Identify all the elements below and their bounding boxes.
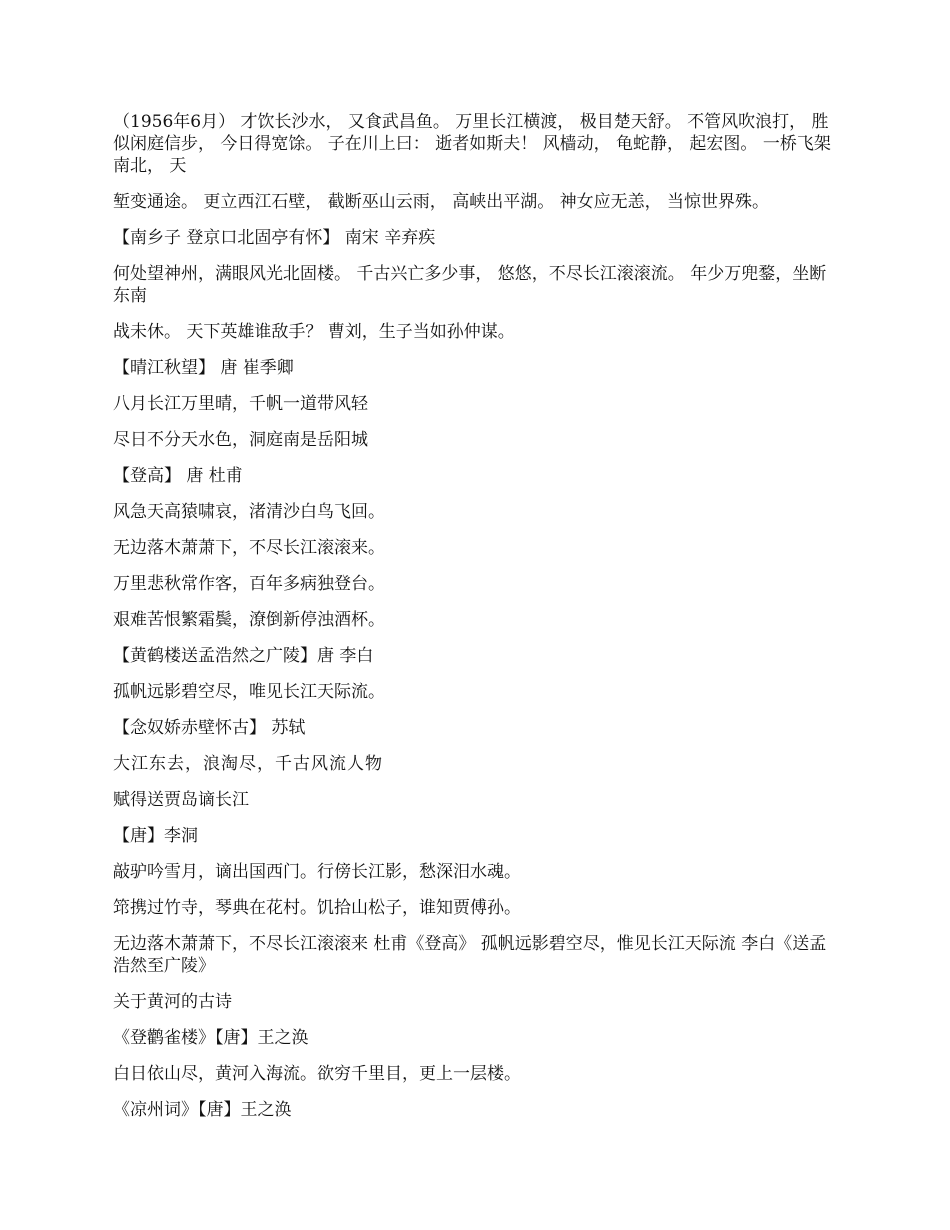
paragraph-poem-text: 堑变通途。 更立西江石壁， 截断巫山云雨， 高峡出平湖。 神女应无恙， 当惊世界殊。	[113, 192, 770, 212]
poem-heading: 【黄鹤楼送孟浩然之广陵】唐 李白	[113, 646, 374, 666]
document-page	[113, 111, 835, 1135]
poem-line: 筇携过竹寺，琴典在花村。饥拾山松子，谁知贾傅孙。	[113, 898, 521, 918]
poem-line: 大江东去，浪淘尽，千古风流人物	[113, 754, 383, 774]
paragraph-poem-text: （1956年6月） 才饮长沙水， 又食武昌鱼。 万里长江横渡， 极目楚天舒。 不管风吹浪打， 胜似闲庭信步， 今日得宽馀。 子在川上曰： 逝者如斯夫！ 风樯动， 龟蛇静， 起宏图。 一桥飞架南北， 天	[113, 112, 831, 176]
poem-line: 敲驴吟雪月，谪出国西门。行傍长江影，愁深汨水魂。	[113, 862, 521, 882]
paragraph-poem-text: 何处望神州，满眼风光北固楼。 千古兴亡多少事， 悠悠，不尽长江滚滚流。 年少万兜鍪，坐断东南	[113, 264, 827, 306]
poem-author: 【唐】李洞	[113, 826, 198, 846]
section-heading: 关于黄河的古诗	[113, 992, 232, 1012]
poem-line: 八月长江万里晴，千帆一道带风轻	[113, 394, 368, 414]
poem-line: 无边落木萧萧下，不尽长江滚滚来。	[113, 538, 385, 558]
poem-heading: 赋得送贾岛谪长江	[113, 790, 249, 810]
paragraph-poem-text: 无边落木萧萧下，不尽长江滚滚来 杜甫《登高》 孤帆远影碧空尽，惟见长江天际流 李白《送孟浩然至广陵》	[113, 934, 827, 976]
paragraph-poem-text: 战未休。 天下英雄谁敌手？ 曹刘，生子当如孙仲谋。	[113, 322, 515, 342]
poem-line: 孤帆远影碧空尽，唯见长江天际流。	[113, 682, 385, 702]
poem-heading: 【念奴娇赤壁怀古】 苏轼	[113, 718, 306, 738]
poem-line: 艰难苦恨繁霜鬓，潦倒新停浊酒杯。	[113, 610, 385, 630]
poem-line: 风急天高猿啸哀，渚清沙白鸟飞回。	[113, 502, 385, 522]
poem-heading: 【南乡子 登京口北固亭有怀】 南宋 辛弃疾	[113, 228, 436, 248]
poem-heading: 《凉州词》【唐】王之涣	[113, 1100, 292, 1120]
poem-heading: 《登鹳雀楼》【唐】王之涣	[113, 1028, 309, 1048]
poem-line: 白日依山尽，黄河入海流。欲穷千里目，更上一层楼。	[113, 1064, 521, 1084]
poem-heading: 【登高】 唐 杜甫	[113, 466, 243, 486]
poem-line: 万里悲秋常作客，百年多病独登台。	[113, 574, 385, 594]
poem-heading: 【晴江秋望】 唐 崔季卿	[113, 358, 294, 378]
poem-line: 尽日不分天水色，洞庭南是岳阳城	[113, 430, 368, 450]
